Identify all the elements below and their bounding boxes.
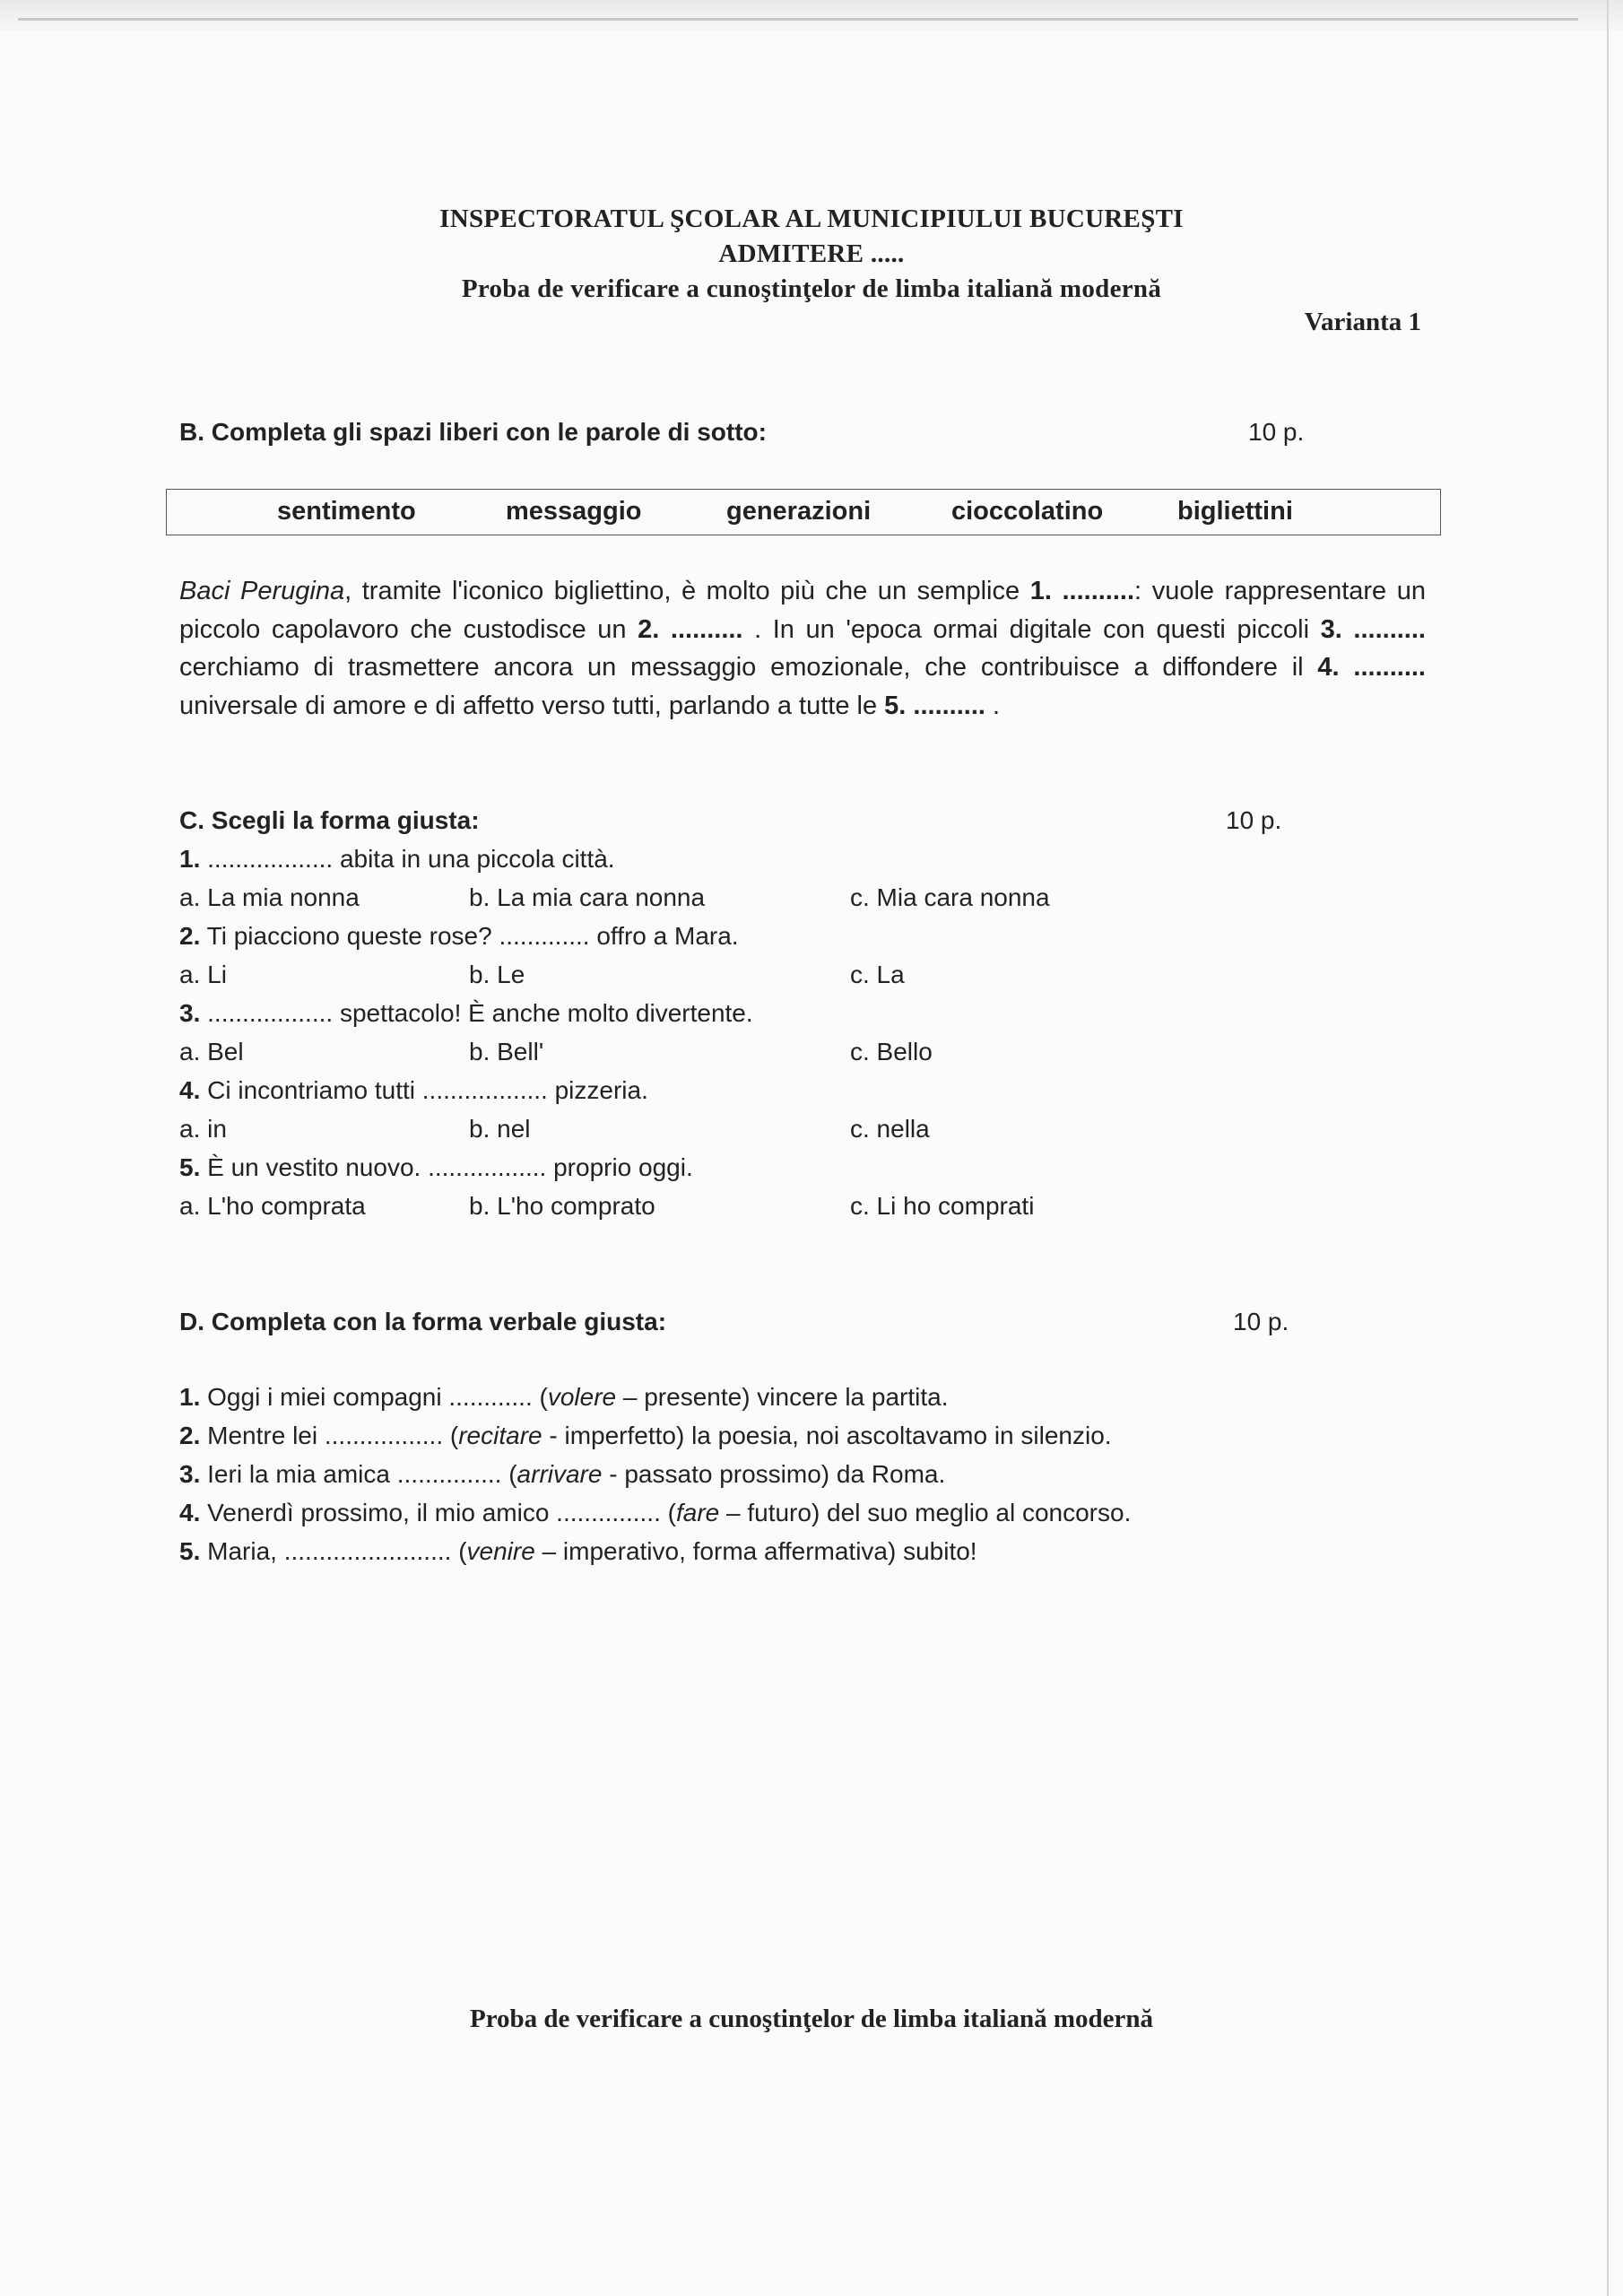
variant-label: Varianta 1 — [1304, 308, 1421, 336]
word-bank-item: generazioni — [726, 497, 872, 526]
word-bank-item: cioccolatino — [951, 497, 1104, 526]
question-c3: 3. .................. spettacolo! È anche molto divertente. — [179, 999, 753, 1027]
blank-3: 3. .......... — [1320, 614, 1426, 644]
question-c2: 2. Ti piacciono queste rose? ............. offro a Mara. — [179, 922, 739, 950]
scan-right-edge — [1607, 0, 1609, 2296]
header-inspectorate: INSPECTORATUL ŞCOLAR AL MUNICIPIULUI BUCUREŞTI — [439, 204, 1184, 233]
footer-exam-title: Proba de verificare a cunoştinţelor de limba italiană modernă — [469, 2005, 1153, 2033]
scan-top-line — [18, 18, 1578, 21]
header-exam-title: Proba de verificare a cunoştinţelor de limba italiană modernă — [461, 274, 1162, 303]
option-b: b. La mia cara nonna — [469, 883, 706, 911]
question-d1: 1. Oggi i miei compagni ............ (volere – presente) vincere la partita. — [179, 1383, 949, 1411]
option-c: c. La — [850, 961, 905, 988]
option-c: c. Li ho comprati — [850, 1192, 1035, 1220]
blank-1: 1. .......... — [1029, 577, 1135, 605]
question-c1: 1. .................. abita in una piccola città. — [179, 845, 615, 873]
brand-name: Baci Perugina — [179, 577, 345, 605]
option-b: b. nel — [469, 1115, 531, 1143]
option-c: c. Mia cara nonna — [850, 883, 1050, 911]
question-d3: 3. Ieri la mia amica ............... (arrivare - passato prossimo) da Roma. — [179, 1460, 946, 1488]
word-bank-item: sentimento — [277, 497, 416, 526]
section-d-points: 10 p. — [1233, 1308, 1289, 1335]
option-b: b. Le — [469, 961, 525, 988]
question-d4: 4. Venerdì prossimo, il mio amico ............... (fare – futuro) del suo meglio al concorso. — [179, 1499, 1132, 1526]
header-admitere: ADMITERE ..... — [718, 239, 905, 268]
blank-5: 5. .......... — [884, 691, 985, 720]
section-b-points: 10 p. — [1248, 418, 1305, 446]
option-a: a. Li — [179, 961, 227, 988]
option-a: a. L'ho comprata — [179, 1192, 366, 1220]
section-b-paragraph: Baci Perugina, tramite l'iconico bigliettino, è molto più che un semplice 1. ..........: vuole rappresentare un piccolo capolavoro che custodisce un 2. .......... . In un 'epoca ormai digitale con questi piccoli 3. .......... cerchiamo di trasmettere ancora un messaggio emozionale, che contribuisce a diffondere il 4. .......... universale di amore e di affetto verso tutti, parlando a tutte le 5. .......... . — [179, 577, 1427, 720]
option-a: a. Bel — [179, 1038, 244, 1065]
section-c-title: C. Scegli la forma giusta: — [179, 806, 480, 834]
blank-4: 4. .......... — [1317, 653, 1426, 682]
question-c4: 4. Ci incontriamo tutti .................. pizzeria. — [179, 1076, 648, 1104]
section-b-title: B. Completa gli spazi liberi con le parole di sotto: — [179, 418, 767, 446]
word-bank-item: messaggio — [506, 497, 642, 526]
section-d-title: D. Completa con la forma verbale giusta: — [179, 1308, 667, 1335]
word-bank-item: bigliettini — [1177, 497, 1293, 526]
word-bank-box — [166, 489, 1441, 535]
question-c5: 5. È un vestito nuovo. ................. proprio oggi. — [179, 1153, 693, 1181]
section-c-points: 10 p. — [1226, 806, 1282, 834]
option-c: c. nella — [850, 1115, 930, 1143]
option-b: b. Bell' — [469, 1038, 544, 1065]
blank-2: 2. .......... — [638, 614, 743, 644]
option-c: c. Bello — [850, 1038, 933, 1065]
option-a: a. in — [179, 1115, 227, 1143]
question-d2: 2. Mentre lei ................. (recitare - imperfetto) la poesia, noi ascoltavamo in silenzio. — [179, 1422, 1112, 1449]
scan-top-edge — [0, 0, 1623, 30]
option-a: a. La mia nonna — [179, 883, 360, 911]
question-d5: 5. Maria, ........................ (venire – imperativo, forma affermativa) subito! — [179, 1537, 977, 1565]
option-b: b. L'ho comprato — [469, 1192, 655, 1220]
